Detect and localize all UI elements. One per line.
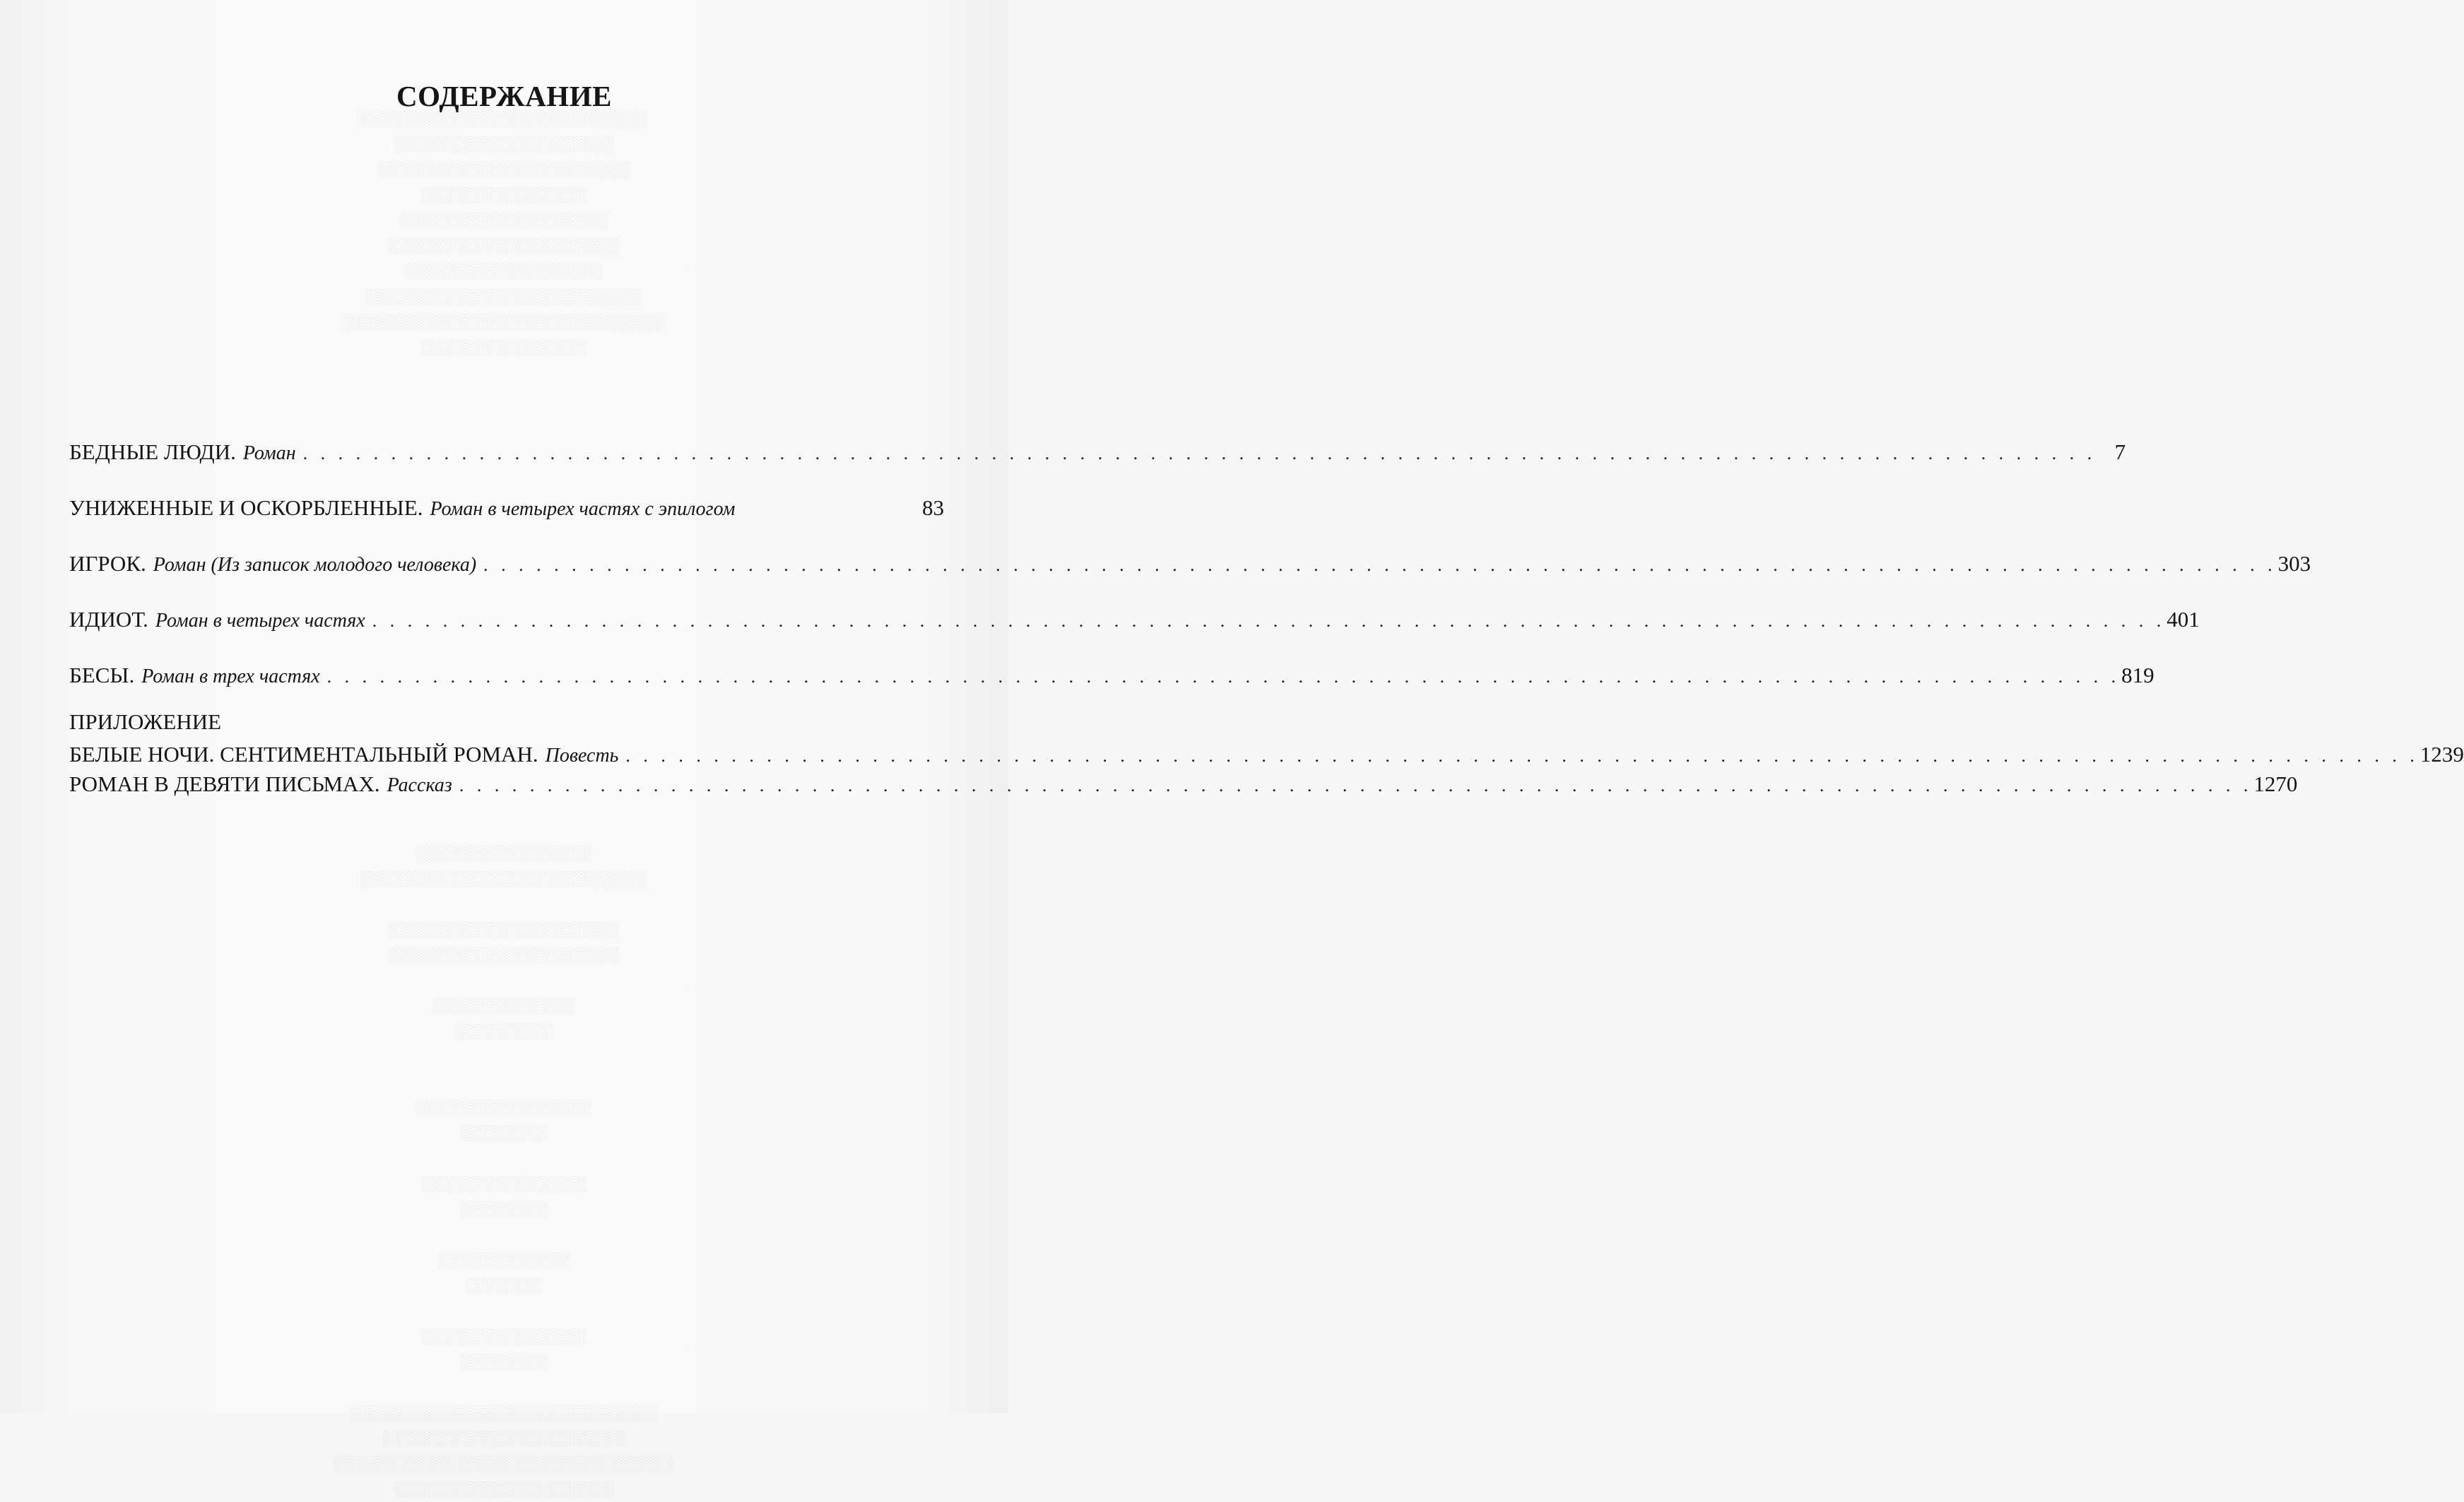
toc-page-number: 1270 — [2253, 771, 2298, 796]
dot-leader — [296, 439, 2092, 468]
dot-leader — [452, 771, 2248, 800]
toc-entry-subtitle: Роман — [242, 442, 296, 464]
toc-page-number: 819 — [2121, 663, 2154, 687]
toc-entry-title: БЕСЫ. — [69, 663, 135, 687]
toc-entry-title: РОМАН В ДЕВЯТИ ПИСЬМАХ. — [69, 771, 380, 796]
toc-entry-subtitle: Роман в четырех частях с эпилогом — [430, 498, 736, 520]
table-of-contents — [69, 438, 2464, 800]
toc-page-number: 401 — [2167, 607, 2200, 632]
toc-entry-title: ИГРОК. — [69, 551, 146, 576]
bleed-through-text: ░░░░░░░░░░░░░░░░░░░░░░░░░░ ░░░░░░░░░░░░░░░░░░░░ ░░░░░░░░░░░░░░░░░░░░░░░ ░░░░░░░░░░░░░░░ ░░░░░░░░░░░░░░░░░░░ ░░░░░░░░░░░░░░░░░░░░░ ░░░░░░░░░░░░░░░░░░ ░░░░░░░░░░░░░░░░░░░░░░░░░ ░░░░░░░░░░░░░░░░░░░░░░░░░░░░░ ░░░░░░░░░░░░░░░ — [344, 110, 664, 356]
toc-page-number: 1239 — [2419, 742, 2464, 767]
toc-entry-subtitle: Роман в трех частях — [141, 666, 320, 687]
toc-entry-title: БЕДНЫЕ ЛЮДИ. — [69, 439, 236, 464]
toc-entry-gambler — [69, 550, 2311, 579]
toc-entry-subtitle: Роман (Из записок молодого человека) — [153, 554, 477, 576]
toc-entry-humiliated-and-insulted — [69, 494, 944, 524]
toc-entry-demons — [69, 661, 2154, 691]
toc-entry-subtitle: Роман в четырех частях — [155, 610, 365, 632]
toc-entry-subtitle: Повесть — [545, 745, 619, 767]
toc-entry-white-nights — [69, 740, 2464, 770]
toc-entry-title: ИДИОТ. — [69, 607, 148, 632]
toc-page-number: 7 — [2114, 439, 2126, 464]
toc-entry-title: УНИЖЕННЫЕ И ОСКОРБЛЕННЫЕ. — [69, 495, 423, 520]
toc-entry-subtitle: Рассказ — [387, 774, 452, 796]
toc-entry-poor-folk — [69, 438, 2126, 468]
toc-entry-novel-in-nine-letters — [69, 770, 2298, 800]
bleed-through-imprint: ░░░░░░░░░░░░░░░░ ░░░░░░░░░░░░░░░░░░░░░░░░░░ ░░░░░░░░░░░░░░░░░░░░░ ░░░░░░░░░░░░░░░░░░░░░ ░░░░░░░░░░░░░ ░░░░░░░░░ ░░░░░░░░░░░░░░░░ ░░░░░░░░ ░░░░░░░░░░░░░░░ ░░░░░░░░ ░░░░░░░░░░░░ ░░░░░░░ ░░░░░░░░░░░░░░░ ░░░░░░░░ ░░░░░░░░░░░░░░░░░░░░░░░░░░░░ ░░░░░░░░░░░░░░░░░░░░░░ ░░░░░░░░░░░░░░░░░░░░░░░░░░░░░░░ ░░░░░░░░░░░░░░░░░░░░ — [333, 844, 676, 1498]
toc-entry-title: БЕЛЫЕ НОЧИ. СЕНТИМЕНТАЛЬНЫЙ РОМАН. — [69, 742, 538, 767]
dot-leader — [320, 663, 2116, 691]
toc-page-number: 303 — [2277, 551, 2311, 576]
dot-leader — [618, 742, 2415, 770]
page-title: СОДЕРЖАНИЕ — [396, 80, 612, 112]
toc-entry-idiot — [69, 605, 2200, 635]
appendix-heading: ПРИЛОЖЕНИЕ — [69, 709, 222, 734]
toc-page-number: 83 — [922, 495, 944, 520]
dot-leader — [476, 551, 2273, 579]
dot-leader — [365, 607, 2162, 635]
